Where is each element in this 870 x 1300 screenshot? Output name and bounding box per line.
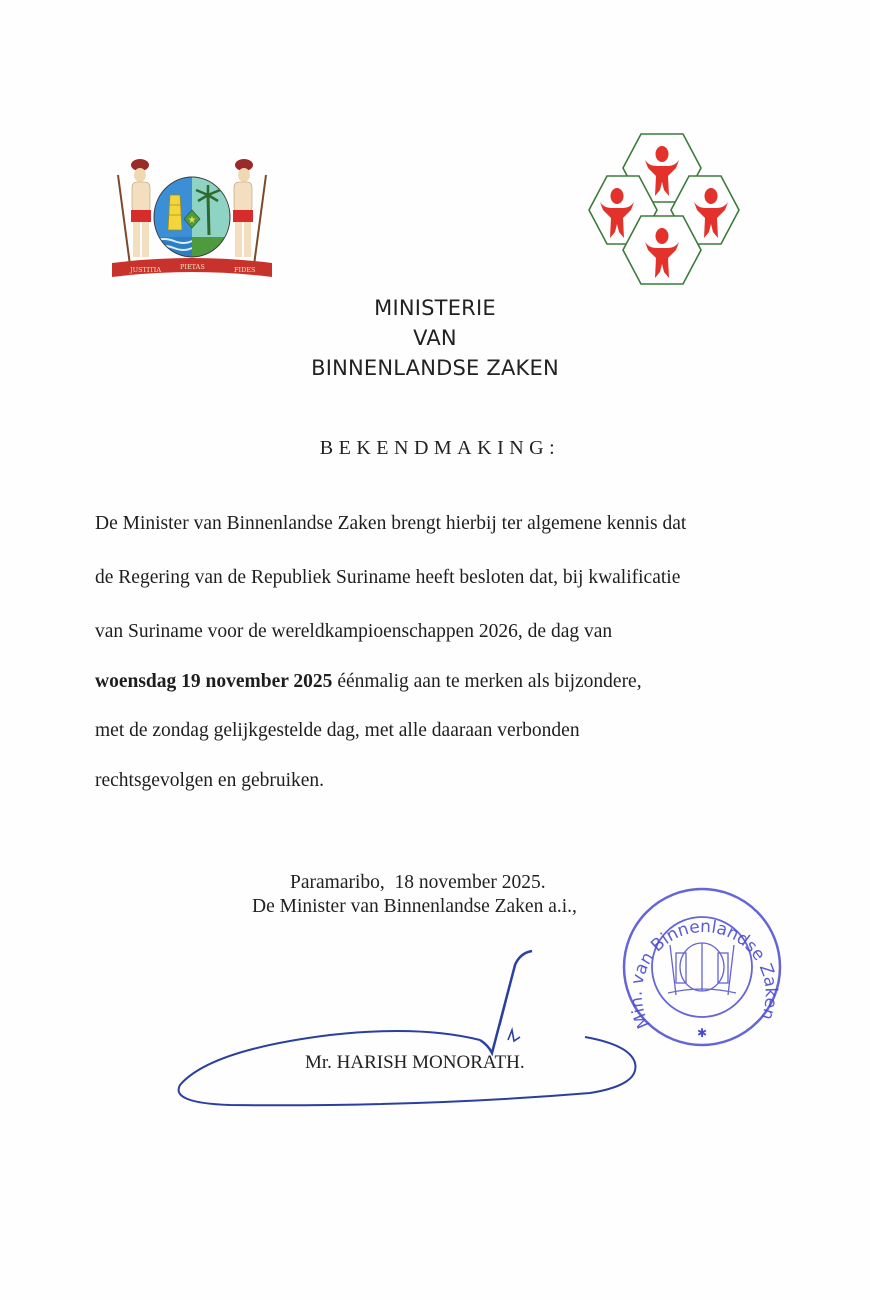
ministry-heading-line-2: VAN xyxy=(413,326,457,350)
official-stamp-icon xyxy=(620,885,785,1050)
body-line-1: De Minister van Binnenlandse Zaken brengt hierbij ter algemene kennis dat xyxy=(95,513,687,534)
body-line-4-rest: éénmalig aan te merken als bijzondere, xyxy=(332,671,642,692)
signature-icon xyxy=(170,945,650,1110)
body-line-6: rechtsgevolgen en gebruiken. xyxy=(95,770,325,791)
ministry-logo-icon xyxy=(585,128,747,290)
highlighted-date: woensdag 19 november 2025 xyxy=(95,671,333,692)
ministry-heading-line-3: BINNENLANDSE ZAKEN xyxy=(311,356,559,380)
ministry-heading-line-1: MINISTERIE xyxy=(374,296,496,320)
body-line-4 xyxy=(95,671,642,693)
body-line-5: met de zondag gelijkgestelde dag, met alle daaraan verbonden xyxy=(95,720,580,741)
svg-text:FIDES: FIDES xyxy=(234,266,256,274)
body-line-3: van Suriname voor de wereldkampioenschappen 2026, de dag van xyxy=(95,621,613,642)
svg-text:Min. van Binnenlandse Zaken xyxy=(627,917,781,1031)
body-line-2: de Regering van de Republiek Suriname heeft besloten dat, bij kwalificatie xyxy=(95,567,681,588)
signatory-name: Mr. HARISH MONORATH. xyxy=(305,1052,525,1073)
stamp-text: Min. van Binnenlandse Zaken xyxy=(626,916,781,1032)
coat-of-arms-icon xyxy=(108,155,276,280)
svg-text:JUSTITIA: JUSTITIA xyxy=(130,266,162,274)
document-title: BEKENDMAKING: xyxy=(319,437,561,459)
place-date: Paramaribo, 18 november 2025. xyxy=(290,872,546,893)
signatory-title: De Minister van Binnenlandse Zaken a.i., xyxy=(252,896,577,917)
svg-text:★: ★ xyxy=(187,215,197,226)
svg-text:PIETAS: PIETAS xyxy=(180,263,205,271)
svg-text:✱: ✱ xyxy=(696,1026,708,1040)
